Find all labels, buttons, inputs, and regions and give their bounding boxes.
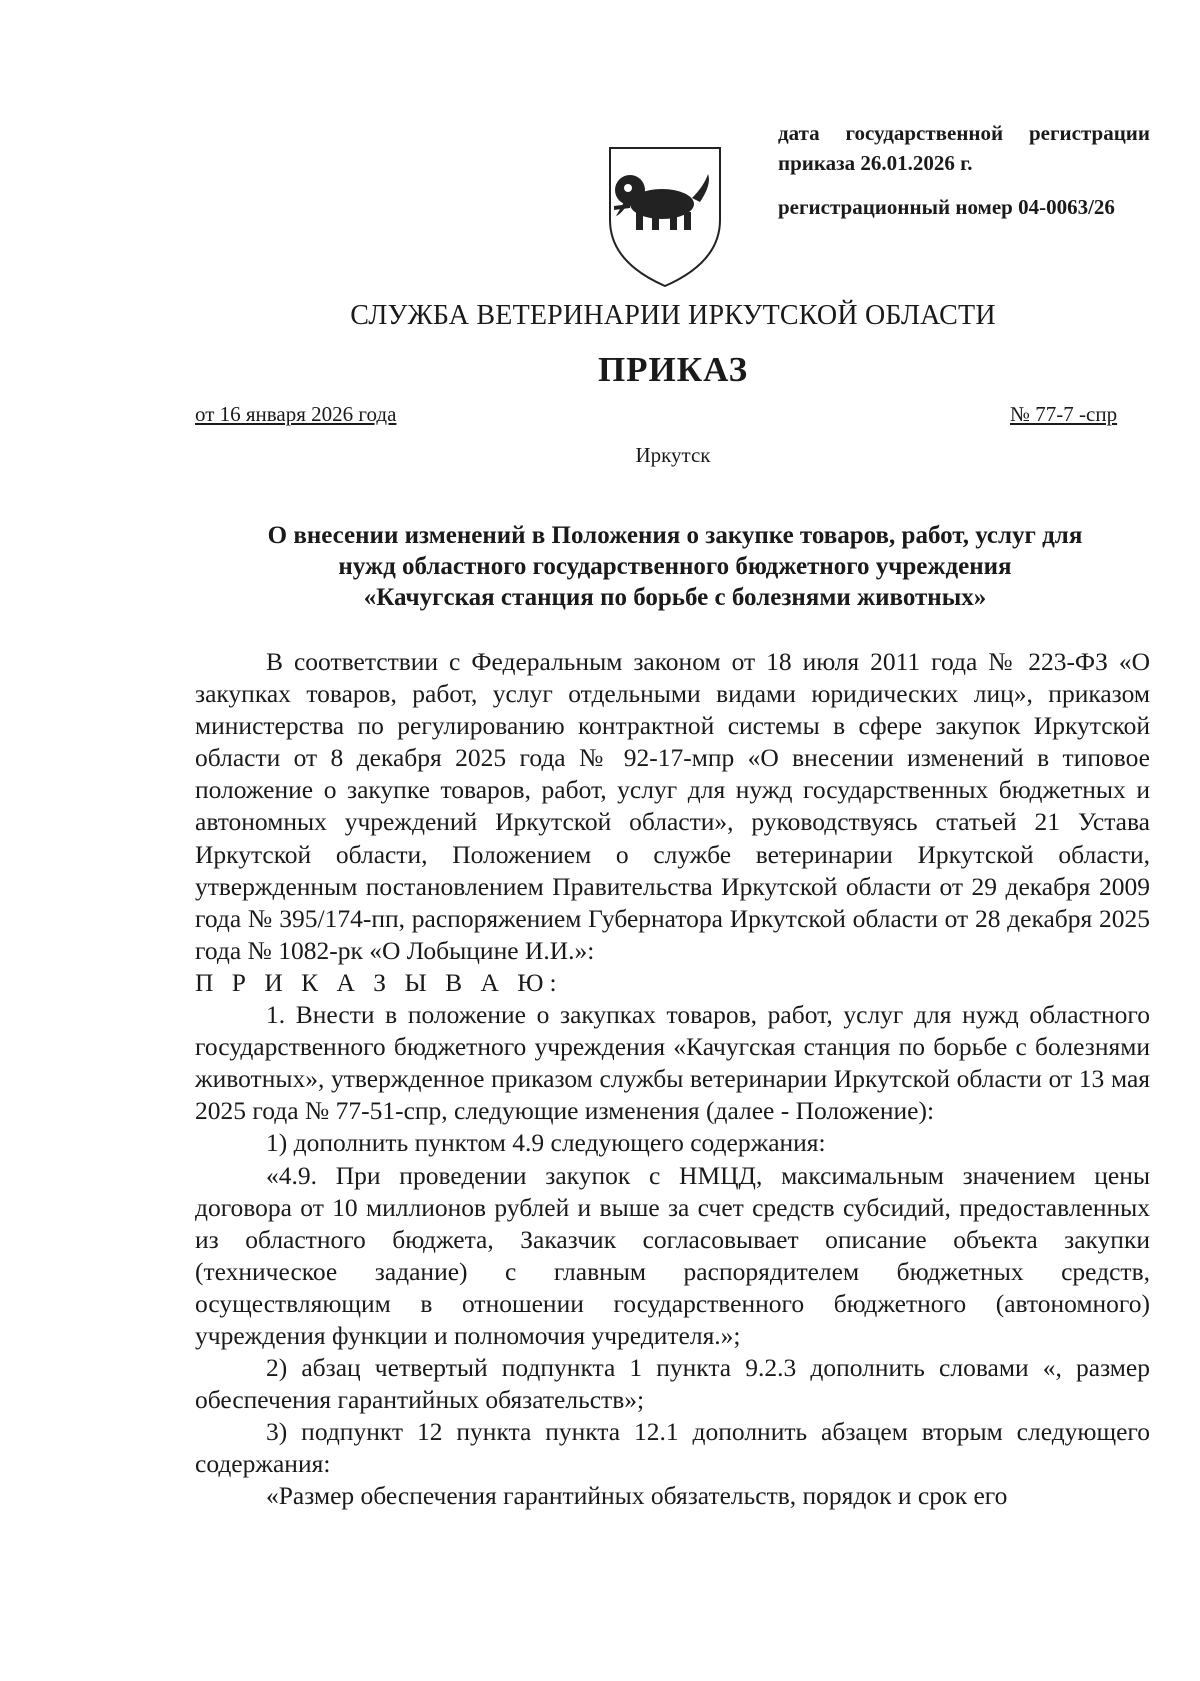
document-body [195, 646, 1150, 1513]
order-heading: П Р И К А З Ы В А Ю: [195, 967, 563, 997]
preamble-paragraph: В соответствии с Федеральным законом от 18 июля 2011 года № 223-ФЗ «О закупках товаров, работ, услуг отдельными видами юридических лиц», приказом министерства по регулированию контрактной системы в сфере закупок Иркутской области от 8 декабря 2025 года № 92-17-мпр «О внесении изменений в типовое положение о закупке товаров, работ, услуг для нужд государственных бюджетных и автономных учреждений Иркутской области», руководствуясь статьей 21 Устава Иркутской области, Положением о службе ветеринарии Иркутской области, утвержденным постановлением Правительства Иркутской области от 29 декабря 2009 года № 395/174-пп, распоряжением Губернатора Иркутской области от 28 декабря 2025 года № 1082-рк «О Лобыцине И.И.»: [195, 647, 1150, 965]
subitem-2: 2) абзац четвертый подпункта 1 пункта 9.2.3 дополнить словами «, размер обеспечения гарантийных обязательств»; [195, 1353, 1150, 1415]
city: Иркутск [635, 443, 711, 467]
agency-name: СЛУЖБА ВЕТЕРИНАРИИ ИРКУТСКОЙ ОБЛАСТИ [350, 300, 996, 331]
order-number: № 77-7 -спр [1010, 402, 1118, 426]
babr-figure-icon [614, 174, 709, 230]
title-line: «Качугская станция по борьбе с болезнями животных» [363, 584, 987, 611]
subitem-3-text: «Размер обеспечения гарантийных обязательств, порядок и срок его [266, 1481, 1008, 1511]
coat-of-arms-emblem [600, 140, 730, 290]
order-date: от 16 января 2026 года [195, 402, 397, 426]
registration-date-line: дата государственной регистрации [778, 121, 1150, 145]
subitem-1-text: «4.9. При проведении закупок с НМЦД, максимальным значением цены договора от 10 миллионов рублей и выше за счет средств субсидий, предоставленных из областного бюджета, Заказчик согласовывает описание объекта закупки (техническое задание) с главным распорядителем бюджетных средств, осуществляющим в отношении государственного бюджетного (автономного) учреждения функции и полномочия учредителя.»; [195, 1160, 1150, 1350]
document-title [195, 520, 1155, 613]
title-line: О внесении изменений в Положения о закупке товаров, работ, услуг для [267, 522, 1083, 549]
subitem-3: 3) подпункт 12 пункта пункта 12.1 дополнить абзацем вторым следующего содержания: [195, 1417, 1150, 1479]
item-1-paragraph: 1. Внести в положение о закупках товаров, работ, услуг для нужд областного государственного бюджетного учреждения «Качугская станция по борьбе с болезнями животных», утвержденное приказом службы ветеринарии Иркутской области от 13 мая 2025 года № 77-51-спр, следующие изменения (далее - Положение): [195, 1000, 1150, 1126]
registration-number: регистрационный номер 04-0063/26 [778, 195, 1115, 219]
registration-date-value: приказа 26.01.2026 г. [778, 151, 973, 175]
document-type: ПРИКАЗ [597, 350, 749, 389]
subitem-1: 1) дополнить пунктом 4.9 следующего содержания: [266, 1128, 826, 1158]
registration-block [778, 118, 1150, 222]
title-line: нужд областного государственного бюджетного учреждения [338, 553, 1012, 580]
